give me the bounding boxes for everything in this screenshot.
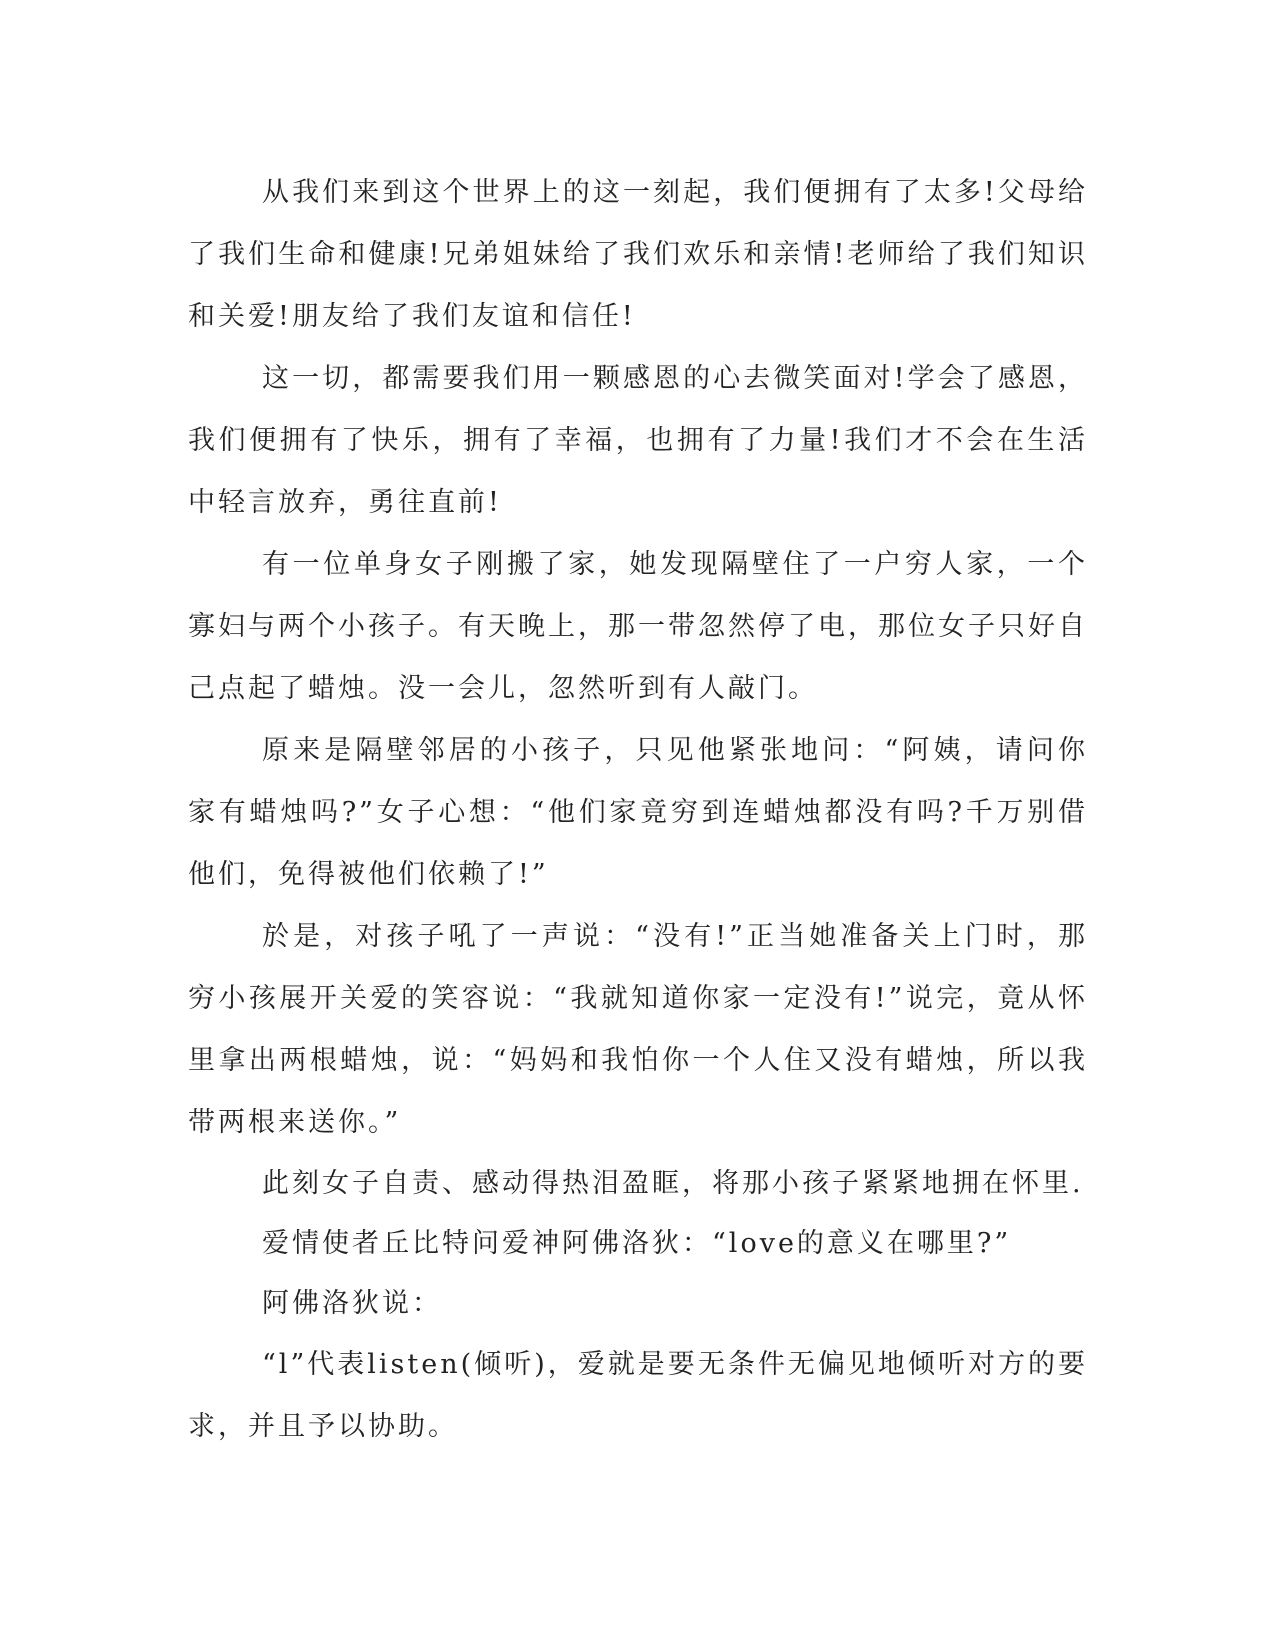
paragraph-9: “l”代表listen(倾听)，爱就是要无条件无偏见地倾听对方的要求，并且予以协助。 (188, 1349, 1088, 1442)
paragraph-2: 这一切，都需要我们用一颗感恩的心去微笑面对!学会了感恩，我们便拥有了快乐，拥有了幸福，也拥有了力量!我们才不会在生活中轻言放弃，勇往直前! (188, 363, 1088, 518)
paragraph-5: 於是，对孩子吼了一声说：“没有!”正当她准备关上门时，那穷小孩展开关爱的笑容说：“我就知道你家一定没有!”说完，竟从怀里拿出两根蜡烛，说：“妈妈和我怕你一个人住又没有蜡烛，所以我带两根来送你。” (188, 921, 1088, 1138)
paragraph-7: 爱情使者丘比特问爱神阿佛洛狄：“love的意义在哪里?” (262, 1228, 1012, 1259)
document-body (188, 162, 1088, 1458)
paragraph-1: 从我们来到这个世界上的这一刻起，我们便拥有了太多!父母给了我们生命和健康!兄弟姐妹给了我们欢乐和亲情!老师给了我们知识和关爱!朋友给了我们友谊和信任! (188, 177, 1088, 332)
paragraph-6: 此刻女子自责、感动得热泪盈眶，将那小孩子紧紧地拥在怀里. (262, 1168, 1084, 1199)
paragraph-3: 有一位单身女子刚搬了家，她发现隔壁住了一户穷人家，一个寡妇与两个小孩子。有天晚上，那一带忽然停了电，那位女子只好自己点起了蜡烛。没一会儿，忽然听到有人敲门。 (188, 549, 1088, 704)
paragraph-4: 原来是隔壁邻居的小孩子，只见他紧张地问：“阿姨，请问你家有蜡烛吗?”女子心想：“他们家竟穷到连蜡烛都没有吗?千万别借他们，免得被他们依赖了!” (188, 735, 1088, 890)
paragraph-8: 阿佛洛狄说： (262, 1288, 442, 1319)
